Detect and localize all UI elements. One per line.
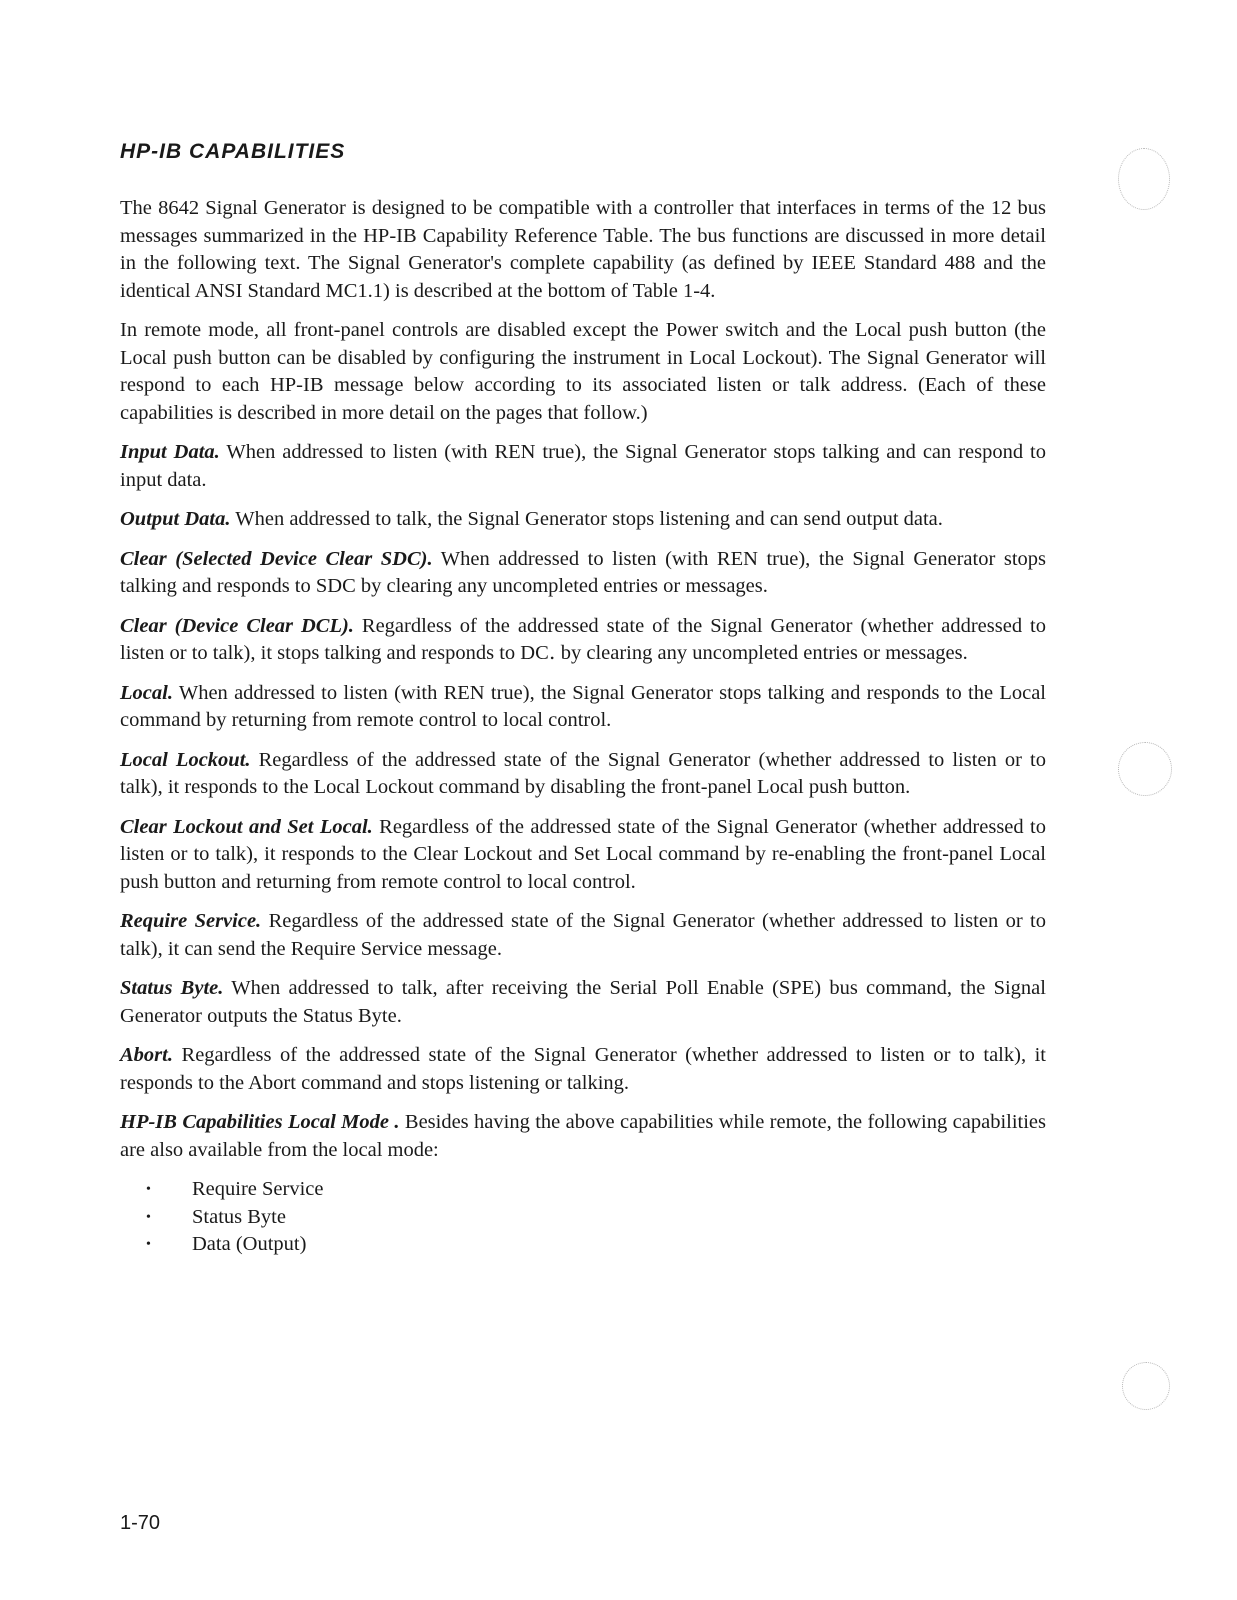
capability-term: HP-IB Capabilities Local Mode . xyxy=(120,1111,400,1133)
capability-text: When addressed to listen (with REN true), the Signal Generator stops talking and responds to SDC by clearing any uncompleted entries or messages. xyxy=(120,547,1046,597)
capability-term: Clear Lockout and Set Local. xyxy=(120,815,373,838)
capability-clear-sdc xyxy=(120,546,1046,601)
capability-text: Regardless of the addressed state of the Signal Generator (whether addressed to listen or to talk), it can send the Require Service message. xyxy=(120,910,1046,960)
bullet-icon: • xyxy=(146,1182,151,1197)
capability-local xyxy=(120,680,1046,735)
capability-term: Local Lockout. xyxy=(120,748,251,771)
capability-text: When addressed to talk, the Signal Generator stops listening and can send output data. xyxy=(235,508,943,530)
capability-text: When addressed to listen (with REN true), the Signal Generator stops talking and can respond to input data. xyxy=(120,441,1046,491)
capability-abort xyxy=(120,1042,1046,1097)
binder-hole-mark xyxy=(1118,148,1170,210)
capability-term: Input Data. xyxy=(120,441,220,463)
capability-text: Regardless of the addressed state of the Signal Generator (whether addressed to listen or to talk), it responds to the Clear Lockout and Set Local command by re-enabling the front-panel Local push button and returning from remote control to local control. xyxy=(120,815,1046,893)
capability-local-lockout xyxy=(120,747,1046,802)
capability-text: When addressed to talk, after receiving the Serial Poll Enable (SPE) bus command, the Signal Generator outputs the Status Byte. xyxy=(120,977,1046,1027)
capability-input-data xyxy=(120,439,1046,494)
capability-text: Regardless of the addressed state of the Signal Generator (whether addressed to listen or to talk), it stops talking and responds to DC․ by clearing any uncompleted entries or messages. xyxy=(120,614,1046,664)
list-item-label: Data (Output) xyxy=(192,1233,307,1255)
binder-hole-mark xyxy=(1122,1362,1170,1410)
capability-text: When addressed to listen (with REN true), the Signal Generator stops talking and responds to the Local command by returning from remote control to local control. xyxy=(120,681,1046,731)
bullet-icon: • xyxy=(146,1237,151,1252)
list-item xyxy=(146,1204,1046,1232)
capability-term: Status Byte. xyxy=(120,977,224,999)
bullet-icon: • xyxy=(146,1209,151,1225)
capability-clear-lockout xyxy=(120,814,1046,897)
page-number: 1-70 xyxy=(120,1512,161,1534)
list-item-label: Require Service xyxy=(192,1178,324,1200)
binder-hole-mark xyxy=(1118,742,1172,796)
capability-text: Regardless of the addressed state of the Signal Generator (whether addressed to listen or to talk), it responds to the Abort command and stops listening or talking. xyxy=(120,1044,1046,1094)
capability-term: Require Service. xyxy=(120,910,262,932)
list-item xyxy=(146,1176,1046,1204)
local-mode-list xyxy=(120,1176,1046,1259)
section-heading: HP-IB CAPABILITIES xyxy=(120,140,346,163)
capability-term: Clear (Device Clear DCL). xyxy=(120,614,354,637)
capability-status-byte xyxy=(120,975,1046,1030)
intro-paragraph-2: In remote mode, all front-panel controls are disabled except the Power switch and the Local push button (the Local push button can be disabled by configuring the instrument in Local Lockout). The Signal Generator will respond to each HP-IB message below according to its associated listen or talk address. (Each of these capabilities is described in more detail on the pages that follow.) xyxy=(120,319,1046,424)
list-item-label: Status Byte xyxy=(192,1205,286,1228)
intro-paragraph-1: The 8642 Signal Generator is designed to be compatible with a controller that interfaces in terms of the 12 bus messages summarized in the HP-IB Capability Reference Table. The bus functions are discussed in more detail in the following text. The Signal Generator's complete capability (as defined by IEEE Standard 488 and the identical ANSI Standard MC1.1) is described at the bottom of Table 1-4. xyxy=(120,197,1046,302)
list-item xyxy=(146,1231,1046,1259)
capability-text: Regardless of the addressed state of the Signal Generator (whether addressed to listen or to talk), it responds to the Local Lockout command by disabling the front-panel Local push button. xyxy=(120,748,1046,798)
capability-term: Output Data. xyxy=(120,508,231,530)
capability-clear-dcl xyxy=(120,613,1046,668)
capability-require-service xyxy=(120,908,1046,963)
body-text xyxy=(120,195,1046,1259)
capability-text: Besides having the above capabilities while remote, the following capabilities are also available from the local mode: xyxy=(120,1111,1046,1161)
capability-output-data xyxy=(120,506,1046,534)
capability-local-mode xyxy=(120,1109,1046,1164)
capability-term: Clear (Selected Device Clear SDC). xyxy=(120,547,433,570)
capability-term: Abort. xyxy=(120,1044,173,1066)
capability-term: Local. xyxy=(120,681,173,704)
